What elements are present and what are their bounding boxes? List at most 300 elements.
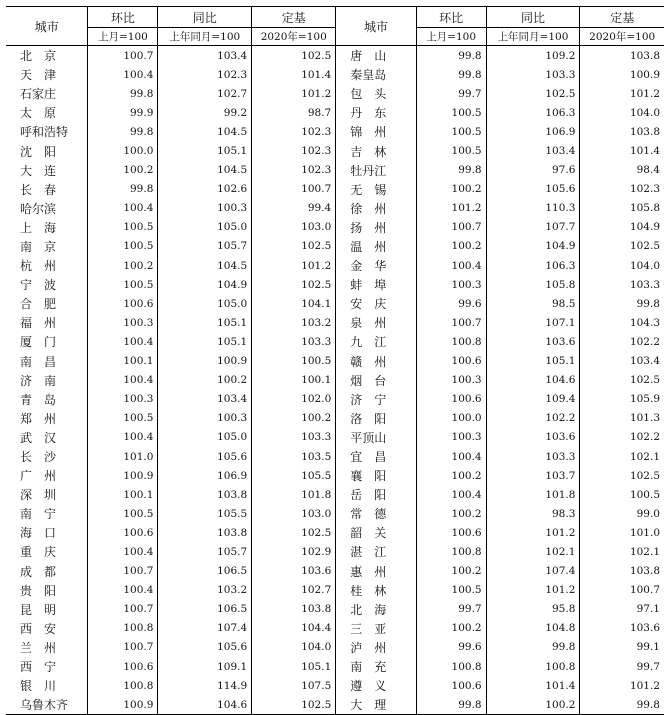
right-fixed-cell: 99.7 bbox=[580, 657, 664, 676]
right-yoy-cell: 103.4 bbox=[486, 141, 580, 160]
table-row bbox=[6, 332, 664, 351]
right-mom-cell: 99.8 bbox=[416, 695, 486, 715]
left-mom-cell: 100.7 bbox=[88, 600, 158, 619]
right-mom-cell: 100.3 bbox=[416, 371, 486, 390]
left-city-cell: 深 圳 bbox=[20, 488, 57, 503]
left-fixed-cell: 105.1 bbox=[252, 657, 336, 676]
right-fixed-cell: 101.0 bbox=[580, 523, 664, 542]
left-fixed-cell: 103.0 bbox=[252, 504, 336, 523]
right-city-cell: 包 头 bbox=[336, 84, 416, 103]
left-mom-cell: 99.8 bbox=[88, 180, 158, 199]
right-city-cell: 徐 州 bbox=[336, 199, 416, 218]
right-yoy-cell: 105.6 bbox=[486, 180, 580, 199]
left-yoy-cell: 104.9 bbox=[158, 275, 252, 294]
right-mom-cell: 100.6 bbox=[416, 390, 486, 409]
left-mom-cell: 100.5 bbox=[88, 275, 158, 294]
left-fixed-cell: 100.1 bbox=[252, 371, 336, 390]
header-yoy-base-left: 上年同月=100 bbox=[158, 28, 252, 46]
right-yoy-cell: 103.6 bbox=[486, 428, 580, 447]
left-yoy-cell: 105.6 bbox=[158, 447, 252, 466]
left-city-cell: 沈 阳 bbox=[20, 144, 57, 159]
table-row bbox=[6, 562, 664, 581]
left-mom-cell: 100.5 bbox=[88, 237, 158, 256]
right-yoy-cell: 104.9 bbox=[486, 237, 580, 256]
left-fixed-cell: 102.0 bbox=[252, 390, 336, 409]
right-fixed-cell: 105.8 bbox=[580, 199, 664, 218]
left-fixed-cell: 100.2 bbox=[252, 409, 336, 428]
right-city-cell: 大 理 bbox=[336, 695, 416, 715]
left-mom-cell: 100.7 bbox=[88, 46, 158, 66]
right-city-cell: 赣 州 bbox=[336, 352, 416, 371]
right-city-cell: 九 江 bbox=[336, 332, 416, 351]
right-city-cell: 扬 州 bbox=[336, 218, 416, 237]
left-mom-cell: 100.2 bbox=[88, 256, 158, 275]
right-mom-cell: 100.5 bbox=[416, 122, 486, 141]
right-fixed-cell: 102.5 bbox=[580, 237, 664, 256]
left-mom-cell: 100.4 bbox=[88, 581, 158, 600]
right-mom-cell: 99.6 bbox=[416, 638, 486, 657]
right-yoy-cell: 105.8 bbox=[486, 275, 580, 294]
table-row bbox=[6, 103, 664, 122]
left-city-cell: 南 昌 bbox=[20, 354, 57, 369]
left-mom-cell: 100.8 bbox=[88, 676, 158, 695]
right-yoy-cell: 107.4 bbox=[486, 562, 580, 581]
left-fixed-cell: 103.6 bbox=[252, 562, 336, 581]
left-fixed-cell: 102.3 bbox=[252, 141, 336, 160]
left-yoy-cell: 103.4 bbox=[158, 46, 252, 66]
right-mom-cell: 100.6 bbox=[416, 676, 486, 695]
table-row bbox=[6, 485, 664, 504]
left-mom-cell: 100.1 bbox=[88, 485, 158, 504]
header-yoy-base-right: 上年同月=100 bbox=[486, 28, 580, 46]
left-yoy-cell: 100.3 bbox=[158, 199, 252, 218]
header-mom-right: 环比 bbox=[416, 7, 486, 28]
left-fixed-cell: 105.5 bbox=[252, 466, 336, 485]
right-mom-cell: 100.7 bbox=[416, 313, 486, 332]
table-row bbox=[6, 504, 664, 523]
right-city-cell: 吉 林 bbox=[336, 141, 416, 160]
right-yoy-cell: 106.3 bbox=[486, 256, 580, 275]
right-fixed-cell: 101.2 bbox=[580, 84, 664, 103]
table-row bbox=[6, 390, 664, 409]
left-fixed-cell: 102.5 bbox=[252, 237, 336, 256]
left-fixed-cell: 103.5 bbox=[252, 447, 336, 466]
left-fixed-cell: 100.5 bbox=[252, 352, 336, 371]
header-row-2 bbox=[6, 28, 664, 46]
left-mom-cell: 99.8 bbox=[88, 122, 158, 141]
right-city-cell: 常 德 bbox=[336, 504, 416, 523]
right-city-cell: 三 亚 bbox=[336, 619, 416, 638]
left-mom-cell: 100.6 bbox=[88, 657, 158, 676]
left-yoy-cell: 104.6 bbox=[158, 695, 252, 715]
left-fixed-cell: 107.5 bbox=[252, 676, 336, 695]
right-yoy-cell: 98.3 bbox=[486, 504, 580, 523]
right-city-cell: 北 海 bbox=[336, 600, 416, 619]
header-fixed-base-left: 2020年=100 bbox=[252, 28, 336, 46]
left-city-cell: 重 庆 bbox=[20, 545, 57, 560]
right-city-cell: 泉 州 bbox=[336, 313, 416, 332]
left-fixed-cell: 101.2 bbox=[252, 84, 336, 103]
left-yoy-cell: 103.8 bbox=[158, 485, 252, 504]
left-mom-cell: 100.9 bbox=[88, 695, 158, 715]
right-fixed-cell: 102.5 bbox=[580, 371, 664, 390]
left-city-cell: 贵 阳 bbox=[20, 583, 57, 598]
right-yoy-cell: 101.2 bbox=[486, 523, 580, 542]
left-yoy-cell: 105.6 bbox=[158, 638, 252, 657]
right-city-cell: 泸 州 bbox=[336, 638, 416, 657]
left-city-cell: 哈尔滨 bbox=[20, 201, 57, 216]
header-city-right: 城市 bbox=[336, 7, 416, 46]
table-row bbox=[6, 141, 664, 160]
left-mom-cell: 100.1 bbox=[88, 352, 158, 371]
left-yoy-cell: 100.3 bbox=[158, 409, 252, 428]
right-fixed-cell: 103.6 bbox=[580, 619, 664, 638]
header-mom-base-right: 上月=100 bbox=[416, 28, 486, 46]
right-city-cell: 襄 阳 bbox=[336, 466, 416, 485]
right-fixed-cell: 104.3 bbox=[580, 313, 664, 332]
right-mom-cell: 100.2 bbox=[416, 466, 486, 485]
right-mom-cell: 100.8 bbox=[416, 332, 486, 351]
left-yoy-cell: 103.8 bbox=[158, 523, 252, 542]
left-yoy-cell: 105.1 bbox=[158, 141, 252, 160]
table-row bbox=[6, 619, 664, 638]
left-city-cell: 银 川 bbox=[20, 679, 57, 694]
left-mom-cell: 100.4 bbox=[88, 371, 158, 390]
left-mom-cell: 100.7 bbox=[88, 562, 158, 581]
right-mom-cell: 99.8 bbox=[416, 161, 486, 180]
header-yoy-right: 同比 bbox=[486, 7, 580, 28]
right-mom-cell: 100.8 bbox=[416, 542, 486, 561]
right-yoy-cell: 103.7 bbox=[486, 466, 580, 485]
right-yoy-cell: 98.5 bbox=[486, 294, 580, 313]
header-fixed-base-right: 2020年=100 bbox=[580, 28, 664, 46]
table-row bbox=[6, 161, 664, 180]
left-fixed-cell: 102.3 bbox=[252, 161, 336, 180]
left-yoy-cell: 105.5 bbox=[158, 504, 252, 523]
right-fixed-cell: 102.2 bbox=[580, 428, 664, 447]
right-yoy-cell: 109.4 bbox=[486, 390, 580, 409]
table-row bbox=[6, 466, 664, 485]
left-city-cell: 宁 波 bbox=[20, 278, 57, 293]
left-mom-cell: 99.9 bbox=[88, 103, 158, 122]
right-fixed-cell: 99.1 bbox=[580, 638, 664, 657]
right-fixed-cell: 103.8 bbox=[580, 122, 664, 141]
left-fixed-cell: 103.3 bbox=[252, 428, 336, 447]
right-city-cell: 韶 关 bbox=[336, 523, 416, 542]
right-city-cell: 牡丹江 bbox=[336, 161, 416, 180]
right-fixed-cell: 99.0 bbox=[580, 504, 664, 523]
left-yoy-cell: 103.2 bbox=[158, 581, 252, 600]
left-city-cell: 太 原 bbox=[20, 106, 57, 121]
right-fixed-cell: 99.8 bbox=[580, 695, 664, 715]
right-yoy-cell: 103.6 bbox=[486, 332, 580, 351]
left-city-cell: 厦 门 bbox=[20, 335, 57, 350]
right-fixed-cell: 101.3 bbox=[580, 409, 664, 428]
left-yoy-cell: 100.2 bbox=[158, 371, 252, 390]
left-city-cell: 西 宁 bbox=[20, 660, 57, 675]
left-fixed-cell: 102.3 bbox=[252, 122, 336, 141]
right-fixed-cell: 104.9 bbox=[580, 218, 664, 237]
left-mom-cell: 100.5 bbox=[88, 504, 158, 523]
right-mom-cell: 100.4 bbox=[416, 485, 486, 504]
right-mom-cell: 100.2 bbox=[416, 180, 486, 199]
left-yoy-cell: 105.7 bbox=[158, 237, 252, 256]
left-fixed-cell: 101.2 bbox=[252, 256, 336, 275]
left-yoy-cell: 102.6 bbox=[158, 180, 252, 199]
right-yoy-cell: 103.3 bbox=[486, 65, 580, 84]
left-yoy-cell: 103.4 bbox=[158, 390, 252, 409]
right-fixed-cell: 105.9 bbox=[580, 390, 664, 409]
right-fixed-cell: 100.7 bbox=[580, 581, 664, 600]
right-yoy-cell: 102.2 bbox=[486, 409, 580, 428]
right-mom-cell: 100.6 bbox=[416, 523, 486, 542]
left-mom-cell: 100.5 bbox=[88, 218, 158, 237]
right-fixed-cell: 100.9 bbox=[580, 65, 664, 84]
left-mom-cell: 100.7 bbox=[88, 638, 158, 657]
right-mom-cell: 100.6 bbox=[416, 352, 486, 371]
right-city-cell: 金 华 bbox=[336, 256, 416, 275]
left-mom-cell: 100.9 bbox=[88, 466, 158, 485]
right-fixed-cell: 98.4 bbox=[580, 161, 664, 180]
left-fixed-cell: 102.5 bbox=[252, 275, 336, 294]
left-city-cell: 杭 州 bbox=[20, 259, 57, 274]
left-city-cell: 天 津 bbox=[20, 68, 57, 83]
right-city-cell: 秦皇岛 bbox=[336, 65, 416, 84]
left-mom-cell: 100.4 bbox=[88, 332, 158, 351]
right-mom-cell: 99.8 bbox=[416, 65, 486, 84]
header-fixed-left: 定基 bbox=[252, 7, 336, 28]
table-row bbox=[6, 581, 664, 600]
left-fixed-cell: 104.0 bbox=[252, 638, 336, 657]
left-fixed-cell: 104.1 bbox=[252, 294, 336, 313]
right-yoy-cell: 99.8 bbox=[486, 638, 580, 657]
right-fixed-cell: 102.5 bbox=[580, 466, 664, 485]
right-yoy-cell: 104.8 bbox=[486, 619, 580, 638]
right-city-cell: 温 州 bbox=[336, 237, 416, 256]
table-row bbox=[6, 695, 664, 715]
right-yoy-cell: 102.1 bbox=[486, 542, 580, 561]
table-row bbox=[6, 676, 664, 695]
right-yoy-cell: 106.3 bbox=[486, 103, 580, 122]
left-city-cell: 广 州 bbox=[20, 469, 57, 484]
right-mom-cell: 99.7 bbox=[416, 600, 486, 619]
right-city-cell: 平顶山 bbox=[336, 428, 416, 447]
table-row bbox=[6, 218, 664, 237]
table-row bbox=[6, 447, 664, 466]
left-city-cell: 南 宁 bbox=[20, 507, 57, 522]
right-yoy-cell: 107.1 bbox=[486, 313, 580, 332]
table-row bbox=[6, 46, 664, 66]
left-mom-cell: 100.3 bbox=[88, 313, 158, 332]
left-fixed-cell: 103.2 bbox=[252, 313, 336, 332]
right-mom-cell: 99.7 bbox=[416, 84, 486, 103]
table-row bbox=[6, 180, 664, 199]
left-city-cell: 合 肥 bbox=[20, 297, 57, 312]
right-fixed-cell: 102.2 bbox=[580, 332, 664, 351]
right-mom-cell: 100.3 bbox=[416, 275, 486, 294]
right-city-cell: 遵 义 bbox=[336, 676, 416, 695]
right-mom-cell: 100.4 bbox=[416, 447, 486, 466]
table-row bbox=[6, 84, 664, 103]
left-city-cell: 乌鲁木齐 bbox=[6, 695, 88, 715]
left-fixed-cell: 100.7 bbox=[252, 180, 336, 199]
right-fixed-cell: 101.2 bbox=[580, 676, 664, 695]
right-city-cell: 唐 山 bbox=[336, 46, 416, 66]
right-yoy-cell: 103.3 bbox=[486, 447, 580, 466]
right-mom-cell: 100.4 bbox=[416, 256, 486, 275]
right-city-cell: 南 充 bbox=[336, 657, 416, 676]
left-mom-cell: 100.8 bbox=[88, 619, 158, 638]
right-yoy-cell: 101.4 bbox=[486, 676, 580, 695]
right-yoy-cell: 100.2 bbox=[486, 695, 580, 715]
right-mom-cell: 100.2 bbox=[416, 237, 486, 256]
table-row bbox=[6, 638, 664, 657]
left-yoy-cell: 104.5 bbox=[158, 256, 252, 275]
right-mom-cell: 100.2 bbox=[416, 504, 486, 523]
right-mom-cell: 100.3 bbox=[416, 428, 486, 447]
right-fixed-cell: 104.0 bbox=[580, 103, 664, 122]
left-fixed-cell: 102.5 bbox=[252, 523, 336, 542]
right-fixed-cell: 103.4 bbox=[580, 352, 664, 371]
left-city-cell: 郑 州 bbox=[20, 411, 57, 426]
table-row bbox=[6, 256, 664, 275]
right-fixed-cell: 101.4 bbox=[580, 141, 664, 160]
right-yoy-cell: 100.8 bbox=[486, 657, 580, 676]
left-mom-cell: 100.6 bbox=[88, 523, 158, 542]
left-yoy-cell: 102.7 bbox=[158, 84, 252, 103]
right-mom-cell: 100.0 bbox=[416, 409, 486, 428]
left-city-cell: 兰 州 bbox=[20, 640, 57, 655]
right-city-cell: 锦 州 bbox=[336, 122, 416, 141]
right-fixed-cell: 102.1 bbox=[580, 447, 664, 466]
right-mom-cell: 100.5 bbox=[416, 103, 486, 122]
left-fixed-cell: 103.3 bbox=[252, 332, 336, 351]
right-city-cell: 安 庆 bbox=[336, 294, 416, 313]
right-city-cell: 岳 阳 bbox=[336, 485, 416, 504]
left-mom-cell: 100.2 bbox=[88, 161, 158, 180]
right-yoy-cell: 104.6 bbox=[486, 371, 580, 390]
left-yoy-cell: 104.5 bbox=[158, 122, 252, 141]
right-mom-cell: 100.8 bbox=[416, 657, 486, 676]
left-fixed-cell: 102.5 bbox=[252, 695, 336, 715]
right-city-cell: 济 宁 bbox=[336, 390, 416, 409]
left-fixed-cell: 99.4 bbox=[252, 199, 336, 218]
left-city-cell: 福 州 bbox=[20, 316, 57, 331]
right-mom-cell: 99.8 bbox=[416, 46, 486, 66]
right-mom-cell: 100.5 bbox=[416, 581, 486, 600]
right-fixed-cell: 97.1 bbox=[580, 600, 664, 619]
right-mom-cell: 99.6 bbox=[416, 294, 486, 313]
left-city-cell: 长 春 bbox=[20, 182, 57, 197]
left-yoy-cell: 107.4 bbox=[158, 619, 252, 638]
right-fixed-cell: 103.8 bbox=[580, 46, 664, 66]
left-mom-cell: 100.0 bbox=[88, 141, 158, 160]
header-row-1 bbox=[6, 7, 664, 28]
left-fixed-cell: 101.4 bbox=[252, 65, 336, 84]
right-fixed-cell: 104.0 bbox=[580, 256, 664, 275]
price-index-table bbox=[6, 6, 664, 715]
left-city-cell: 武 汉 bbox=[20, 430, 57, 445]
right-fixed-cell: 102.1 bbox=[580, 542, 664, 561]
left-city-cell: 成 都 bbox=[20, 564, 57, 579]
left-mom-cell: 100.4 bbox=[88, 199, 158, 218]
left-mom-cell: 100.4 bbox=[88, 65, 158, 84]
header-mom-base-left: 上月=100 bbox=[88, 28, 158, 46]
left-yoy-cell: 106.5 bbox=[158, 562, 252, 581]
right-yoy-cell: 110.3 bbox=[486, 199, 580, 218]
left-fixed-cell: 101.8 bbox=[252, 485, 336, 504]
right-yoy-cell: 97.6 bbox=[486, 161, 580, 180]
table-row bbox=[6, 237, 664, 256]
left-fixed-cell: 102.5 bbox=[252, 46, 336, 66]
left-city-cell: 大 连 bbox=[20, 163, 57, 178]
table-row bbox=[6, 313, 664, 332]
left-yoy-cell: 106.9 bbox=[158, 466, 252, 485]
header-yoy-left: 同比 bbox=[158, 7, 252, 28]
left-fixed-cell: 102.7 bbox=[252, 581, 336, 600]
left-yoy-cell: 105.0 bbox=[158, 294, 252, 313]
right-city-cell: 惠 州 bbox=[336, 562, 416, 581]
right-city-cell: 湛 江 bbox=[336, 542, 416, 561]
right-fixed-cell: 103.8 bbox=[580, 562, 664, 581]
right-city-cell: 无 锡 bbox=[336, 180, 416, 199]
left-yoy-cell: 105.0 bbox=[158, 428, 252, 447]
left-city-cell: 南 京 bbox=[20, 239, 57, 254]
left-mom-cell: 100.4 bbox=[88, 428, 158, 447]
table-row bbox=[6, 600, 664, 619]
table-row bbox=[6, 352, 664, 371]
left-fixed-cell: 102.9 bbox=[252, 542, 336, 561]
left-city-cell: 北 京 bbox=[20, 49, 57, 64]
right-mom-cell: 100.2 bbox=[416, 562, 486, 581]
table-row bbox=[6, 371, 664, 390]
left-yoy-cell: 102.3 bbox=[158, 65, 252, 84]
right-yoy-cell: 101.8 bbox=[486, 485, 580, 504]
left-city-cell: 长 沙 bbox=[20, 450, 57, 465]
left-yoy-cell: 105.7 bbox=[158, 542, 252, 561]
right-yoy-cell: 102.5 bbox=[486, 84, 580, 103]
left-mom-cell: 100.5 bbox=[88, 409, 158, 428]
right-fixed-cell: 102.3 bbox=[580, 180, 664, 199]
table-row bbox=[6, 542, 664, 561]
right-yoy-cell: 107.7 bbox=[486, 218, 580, 237]
left-mom-cell: 100.4 bbox=[88, 542, 158, 561]
left-fixed-cell: 104.4 bbox=[252, 619, 336, 638]
right-fixed-cell: 100.5 bbox=[580, 485, 664, 504]
left-city-cell: 昆 明 bbox=[20, 602, 57, 617]
table-row bbox=[6, 428, 664, 447]
table-row bbox=[6, 275, 664, 294]
left-city-cell: 上 海 bbox=[20, 220, 57, 235]
right-city-cell: 桂 林 bbox=[336, 581, 416, 600]
left-fixed-cell: 103.0 bbox=[252, 218, 336, 237]
right-city-cell: 烟 台 bbox=[336, 371, 416, 390]
left-city-cell: 海 口 bbox=[20, 526, 57, 541]
left-mom-cell: 99.8 bbox=[88, 84, 158, 103]
table-row bbox=[6, 523, 664, 542]
left-fixed-cell: 98.7 bbox=[252, 103, 336, 122]
table-row bbox=[6, 294, 664, 313]
right-yoy-cell: 109.2 bbox=[486, 46, 580, 66]
left-yoy-cell: 106.5 bbox=[158, 600, 252, 619]
left-mom-cell: 101.0 bbox=[88, 447, 158, 466]
right-city-cell: 丹 东 bbox=[336, 103, 416, 122]
right-yoy-cell: 105.1 bbox=[486, 352, 580, 371]
left-yoy-cell: 109.1 bbox=[158, 657, 252, 676]
table-row bbox=[6, 65, 664, 84]
right-mom-cell: 100.2 bbox=[416, 619, 486, 638]
left-city-cell: 济 南 bbox=[20, 373, 57, 388]
